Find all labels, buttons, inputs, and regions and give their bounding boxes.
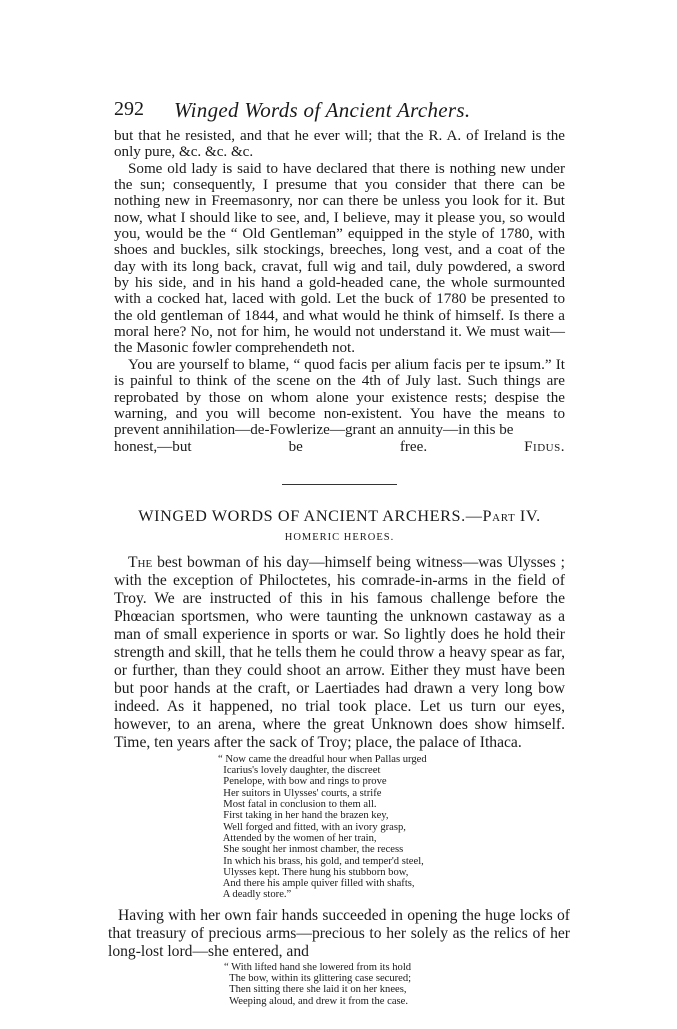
article-title [114, 507, 565, 526]
running-head: Winged Words of Ancient Archers. [174, 98, 471, 122]
section-divider [282, 484, 397, 485]
letter-paragraph-3: You are yourself to blame, “ quod facis per alium facis per te ipsum.” It is painful to think of the scene on the 4th of July last. Such things are reprobated by those on whom alone your existence rests; despise the warning, and you will become non-existent. You have the means to prevent annihilation—de-Fowlerize—grant an annuity—in this be [114, 356, 565, 439]
verse-quote-2: “ With lifted hand she lowered from its hold The bow, within its glittering case secured; Then sitting there she laid it on her knees, Weeping aloud, and drew it from the case. [224, 961, 412, 1007]
article-paragraph-1 [114, 554, 565, 752]
article-subtitle: HOMERIC HEROES. [284, 531, 395, 543]
verse-quote-1: “ Now came the dreadful hour when Pallas urged Icarius's lovely daughter, the discreet Penelope, with bow and rings to prove Her suitors in Ulysses' courts, a strife Most fatal in conclusion to them all. First taking in her hand the brazen key, Well forged and fitted, with an ivory grasp, Attended by the women of her train, She sought her inmost chamber, the recess In which his brass, his gold, and temper'd steel, Ulysses kept. There hung his stubborn bow, And there his ample quiver filled with shafts, A deadly store.” [218, 753, 427, 901]
article-dropcap: The [128, 553, 153, 571]
article-paragraph-2: Having with her own fair hands succeeded in opening the huge locks of that treasury of precious arms—precious to her solely as the relics of her long-lost lord—she entered, and [108, 906, 570, 960]
article-text [114, 554, 565, 752]
page-number: 292 [114, 98, 144, 120]
page-header [114, 98, 565, 128]
letter-closing: honest,—but be free. [114, 438, 428, 455]
article-part: Part IV. [482, 506, 541, 525]
letter-text [114, 128, 565, 455]
letter-paragraph-2: Some old lady is said to have declared that there is nothing new under the sun; consequently, I presume that you consider that there can be nothing new in Freemasonry, nor can there be unless you look for it. But now, what I should like to see, and, I believe, may it please you, so would you, would be the “ Old Gentleman” equipped in the style of 1780, with shoes and buckles, silk stockings, breeches, long vest, and a coat of the day with its long back, cravat, full wig and tail, duly powdered, a sword by his side, and in his hand a gold-headed cane, the whole surmounted with a cocked hat, laced with gold. Let the buck of 1780 be presented to the old gentleman of 1844, and what would he think of himself. Is there a moral here? No, not for him, he would not understand it. We must wait—the Masonic fowler comprehendeth not. [114, 160, 565, 357]
article-title-text: WINGED WORDS OF ANCIENT ARCHERS.— [138, 506, 483, 525]
letter-signature: Fidus. [524, 438, 565, 455]
letter-paragraph-1: but that he resisted, and that he ever will; that the R. A. of Ireland is the only pure, &c. &c. &c. [114, 128, 565, 161]
article-text-continued [108, 907, 570, 961]
book-page [108, 98, 570, 1007]
article-paragraph-1-text: best bowman of his day—himself being witness—was Ulysses ; with the exception of Philoctetes, his comrade-in-arms in the field of Troy. We are instructed of this in his famous challenge before the Phœacian sportsmen, who were taunting the unknown castaway as a man of small experience in sports or war. So lightly does he hold their strength and skill, that he tells them he could throw a heavy spear as far, or further, than they could shoot an arrow. Either they must have been but poor hands at the craft, or Laertiades had drawn a very long bow indeed. As it happened, no trial took place. Let us turn our eyes, however, to an arena, where the great Unknown does show himself. Time, ten years after the sack of Troy; place, the palace of Ithaca. [114, 553, 565, 751]
letter-closing-line [114, 439, 565, 455]
